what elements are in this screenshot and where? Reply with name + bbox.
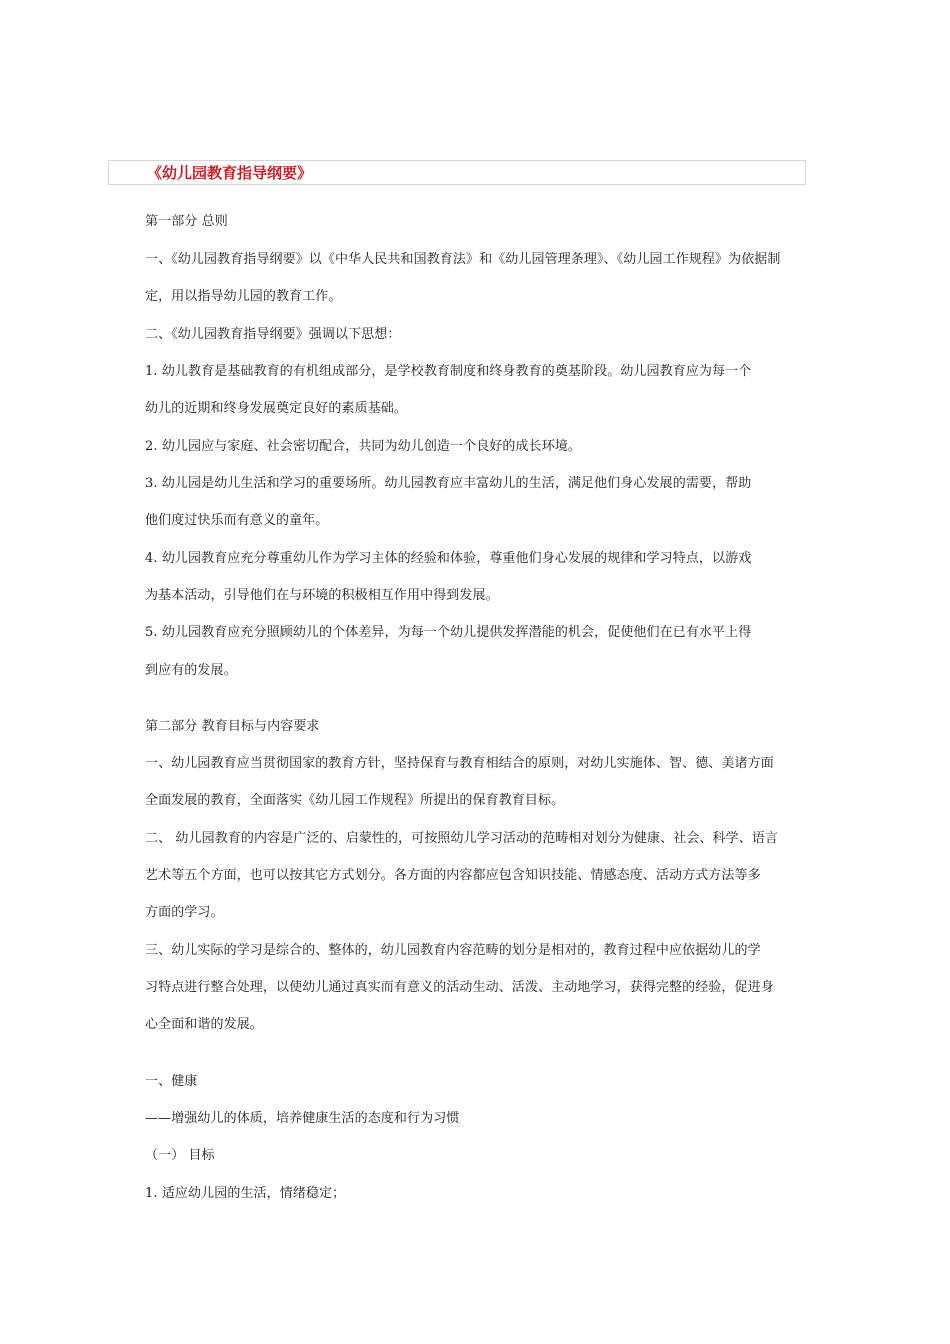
paragraph-line: 1. 适应幼儿园的生活，情绪稳定； — [145, 1186, 346, 1201]
paragraph-line: 艺术等五个方面，也可以按其它方式划分。各方面的内容都应包含知识技能、情感态度、活动方式方法等多 — [145, 868, 761, 883]
paragraph-line: 1. 幼儿教育是基础教育的有机组成部分，是学校教育制度和终身教育的奠基阶段。幼儿园教育应为每一个 — [145, 364, 752, 379]
title-box — [108, 160, 806, 185]
paragraph-line: 4. 幼儿园教育应充分尊重幼儿作为学习主体的经验和体验，尊重他们身心发展的规律和学习特点，以游戏 — [145, 551, 752, 566]
section-heading: 一、健康 — [145, 1074, 198, 1089]
paragraph-line: 幼儿的近期和终身发展奠定良好的素质基础。 — [145, 401, 408, 416]
paragraph-line: 一、《幼儿园教育指导纲要》以《中华人民共和国教育法》和《幼儿园管理条理》、《幼儿园工作规程》为依据制 — [145, 252, 781, 267]
paragraph-line: 2. 幼儿园应与家庭、社会密切配合，共同为幼儿创造一个良好的成长环境。 — [145, 439, 582, 454]
paragraph-line: 习特点进行整合处理，以使幼儿通过真实而有意义的活动生动、活泼、主动地学习，获得完整的经验，促进身 — [145, 980, 774, 995]
section-heading: 第二部分 教育目标与内容要求 — [145, 719, 320, 734]
paragraph-line: （一） 目标 — [145, 1148, 215, 1163]
document-title: 《幼儿园教育指导纲要》 — [147, 164, 313, 182]
paragraph-line: 二、《幼儿园教育指导纲要》强调以下思想： — [145, 327, 401, 342]
paragraph-line: 3. 幼儿园是幼儿生活和学习的重要场所。幼儿园教育应丰富幼儿的生活，满足他们身心发展的需要，帮助 — [145, 476, 752, 491]
paragraph-line: 一、幼儿园教育应当贯彻国家的教育方针，坚持保育与教育相结合的原则，对幼儿实施体、智、德、美诸方面 — [145, 756, 774, 771]
paragraph-line: 为基本活动，引导他们在与环境的积极相互作用中得到发展。 — [145, 588, 499, 603]
paragraph-line: 到应有的发展。 — [145, 663, 237, 678]
paragraph-line: 心全面和谐的发展。 — [145, 1017, 263, 1032]
paragraph-line: 全面发展的教育，全面落实《幼儿园工作规程》所提出的保育教育目标。 — [145, 793, 565, 808]
paragraph-line: ——增强幼儿的体质，培养健康生活的态度和行为习惯 — [145, 1111, 460, 1126]
paragraph-line: 二、 幼儿园教育的内容是广泛的、启蒙性的，可按照幼儿学习活动的范畴相对划分为健康、社会、科学、语言 — [145, 831, 779, 846]
paragraph-line: 定，用以指导幼儿园的教育工作。 — [145, 289, 342, 304]
paragraph-line: 5. 幼儿园教育应充分照顾幼儿的个体差异，为每一个幼儿提供发挥潜能的机会，促使他们在已有水平上得 — [145, 625, 752, 640]
paragraph-line: 他们度过快乐而有意义的童年。 — [145, 513, 329, 528]
paragraph-line: 三、幼儿实际的学习是综合的、整体的，幼儿园教育内容范畴的划分是相对的，教育过程中应依据幼儿的学 — [145, 943, 761, 958]
paragraph-line: 方面的学习。 — [145, 905, 224, 920]
section-heading: 第一部分 总则 — [145, 214, 228, 229]
